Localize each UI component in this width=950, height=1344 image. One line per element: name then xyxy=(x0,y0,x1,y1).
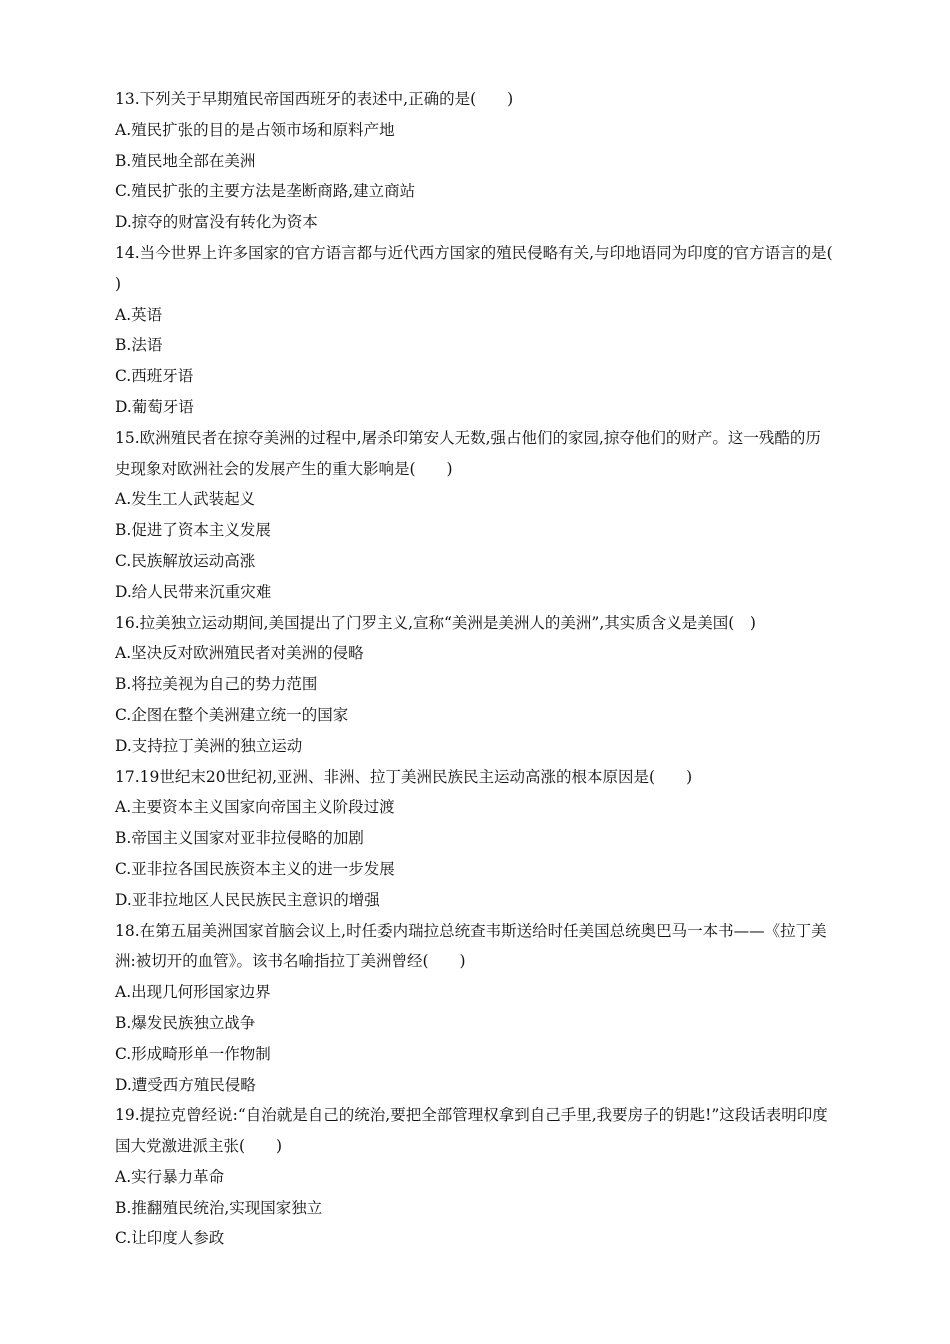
option-b: B.殖民地全部在美洲 xyxy=(115,151,256,170)
exam-page xyxy=(115,84,864,1254)
option-d: D.掠夺的财富没有转化为资本 xyxy=(115,213,318,232)
question-stem: 16.拉美独立运动期间,美国提出了门罗主义,宣称“美洲是美洲人的美洲”,其实质含义是美国( ) xyxy=(115,613,756,632)
question-stem: 17.19世纪末20世纪初,亚洲、非洲、拉丁美洲民族民主运动高涨的根本原因是( ) xyxy=(115,767,693,786)
option-c: C.亚非拉各国民族资本主义的进一步发展 xyxy=(115,859,395,878)
option-b: B.推翻殖民统治,实现国家独立 xyxy=(115,1198,323,1217)
question-13 xyxy=(115,84,835,238)
question-15 xyxy=(115,423,835,608)
question-stem: 19.提拉克曾经说:“自治就是自己的统治,要把全部管理权拿到自己手里,我要房子的钥匙!”这段话表明印度国大党激进派主张( ) xyxy=(115,1106,828,1156)
option-b: B.爆发民族独立战争 xyxy=(115,1013,256,1032)
option-c: C.形成畸形单一作物制 xyxy=(115,1044,271,1063)
question-19 xyxy=(115,1100,835,1254)
option-d: D.给人民带来沉重灾难 xyxy=(115,582,272,601)
option-a: A.英语 xyxy=(115,305,163,324)
option-d: D.亚非拉地区人民民族民主意识的增强 xyxy=(115,890,380,909)
option-d: D.支持拉丁美洲的独立运动 xyxy=(115,736,303,755)
question-stem: 13.下列关于早期殖民帝国西班牙的表述中,正确的是( ) xyxy=(115,90,514,108)
question-16 xyxy=(115,608,835,762)
option-a: A.出现几何形国家边界 xyxy=(115,983,271,1002)
option-a: A.主要资本主义国家向帝国主义阶段过渡 xyxy=(115,798,395,817)
option-d: D.遭受西方殖民侵略 xyxy=(115,1075,256,1094)
option-b: B.法语 xyxy=(115,336,163,355)
option-c: C.民族解放运动高涨 xyxy=(115,551,256,570)
option-a: A.殖民扩张的目的是占领市场和原料产地 xyxy=(115,120,395,139)
question-14 xyxy=(115,238,864,423)
question-stem: 18.在第五届美洲国家首脑会议上,时任委内瑞拉总统查韦斯送给时任美国总统奥巴马一本书——《拉丁美洲:被切开的血管》。该书名喻指拉丁美洲曾经( ) xyxy=(115,921,827,971)
option-c: C.殖民扩张的主要方法是垄断商路,建立商站 xyxy=(115,182,416,201)
question-stem: 15.欧洲殖民者在掠夺美洲的过程中,屠杀印第安人无数,强占他们的家园,掠夺他们的财产。这一残酷的历史现象对欧洲社会的发展产生的重大影响是( ) xyxy=(115,428,821,478)
option-b: B.帝国主义国家对亚非拉侵略的加剧 xyxy=(115,829,364,848)
option-d: D.葡萄牙语 xyxy=(115,397,194,416)
option-c: C.企图在整个美洲建立统一的国家 xyxy=(115,705,349,724)
option-c: C.让印度人参政 xyxy=(115,1229,225,1248)
question-17 xyxy=(115,762,835,916)
question-stem: 14.当今世界上许多国家的官方语言都与近代西方国家的殖民侵略有关,与印地语同为印度的官方语言的是( ) xyxy=(115,243,864,293)
option-a: A.坚决反对欧洲殖民者对美洲的侵略 xyxy=(115,644,364,663)
option-b: B.将拉美视为自己的势力范围 xyxy=(115,675,318,694)
option-a: A.实行暴力革命 xyxy=(115,1167,225,1186)
option-a: A.发生工人武装起义 xyxy=(115,490,256,509)
option-b: B.促进了资本主义发展 xyxy=(115,521,271,540)
option-c: C.西班牙语 xyxy=(115,367,194,386)
question-18 xyxy=(115,916,835,1101)
